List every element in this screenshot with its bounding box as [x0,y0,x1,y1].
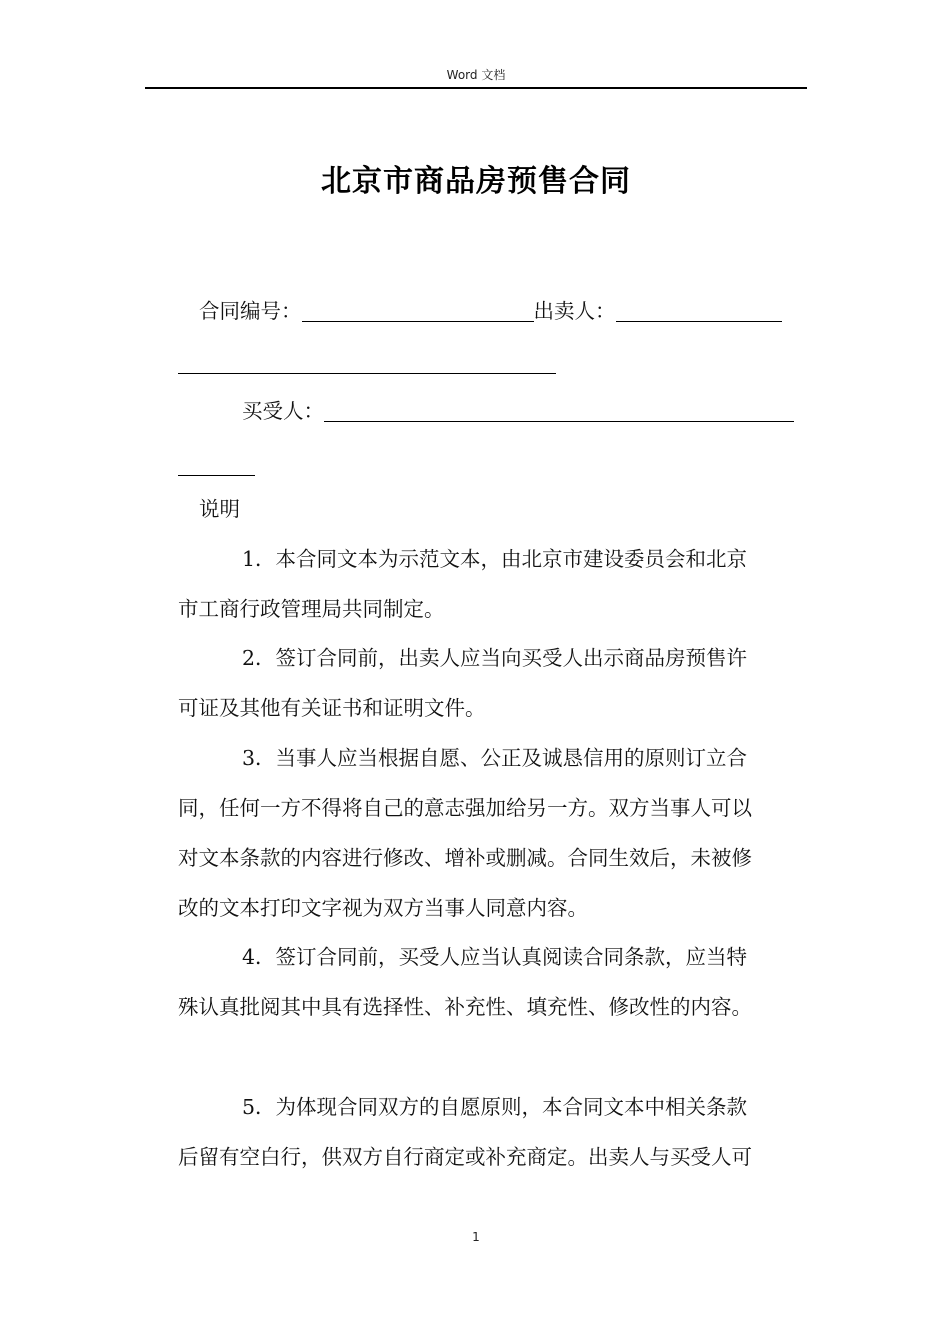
seller-blank-continuation [178,348,804,378]
body-line: 同，任何一方不得将自己的意志强加给另一方。双方当事人可以 [178,796,752,820]
body-line: 4．签订合同前，买受人应当认真阅读合同条款，应当特 [242,945,748,969]
buyer-label: 买受人： [242,399,324,423]
document-title: 北京市商品房预售合同 [321,164,631,199]
body-line: 对文本条款的内容进行修改、增补或删减。合同生效后，未被修 [178,846,752,870]
seller-blank [616,301,782,322]
contract-no-blank [302,301,534,322]
body-line: 1．本合同文本为示范文本，由北京市建设委员会和北京 [242,547,748,571]
buyer-blank-continuation [178,450,804,480]
body-line: 市工商行政管理局共同制定。 [178,597,445,621]
page-header: Word 文档 [446,68,506,82]
contract-no-label: 合同编号： [199,299,302,323]
body-line: 后留有空白行，供双方自行商定或补充商定。出卖人与买受人可 [178,1145,752,1169]
body-line: 改的文本打印文字视为双方当事人同意内容。 [178,896,588,920]
body-line: 5．为体现合同双方的自愿原则，本合同文本中相关条款 [242,1095,748,1119]
section-heading: 说明 [199,497,240,521]
body-line: 可证及其他有关证书和证明文件。 [178,696,486,720]
body-line: 2．签订合同前，出卖人应当向买受人出示商品房预售许 [242,646,748,670]
body-line: 3．当事人应当根据自愿、公正及诚恳信用的原则订立合 [242,746,748,770]
body-line: 殊认真批阅其中具有选择性、补充性、填充性、修改性的内容。 [178,995,752,1019]
seller-label: 出卖人： [533,299,616,323]
buyer-row [242,396,804,426]
contract-fields-row [199,296,804,326]
page-number: 1 [472,1230,480,1244]
header-rule [145,87,807,89]
buyer-blank-cont [178,455,255,476]
seller-blank-cont [178,353,556,374]
buyer-blank [324,401,794,422]
